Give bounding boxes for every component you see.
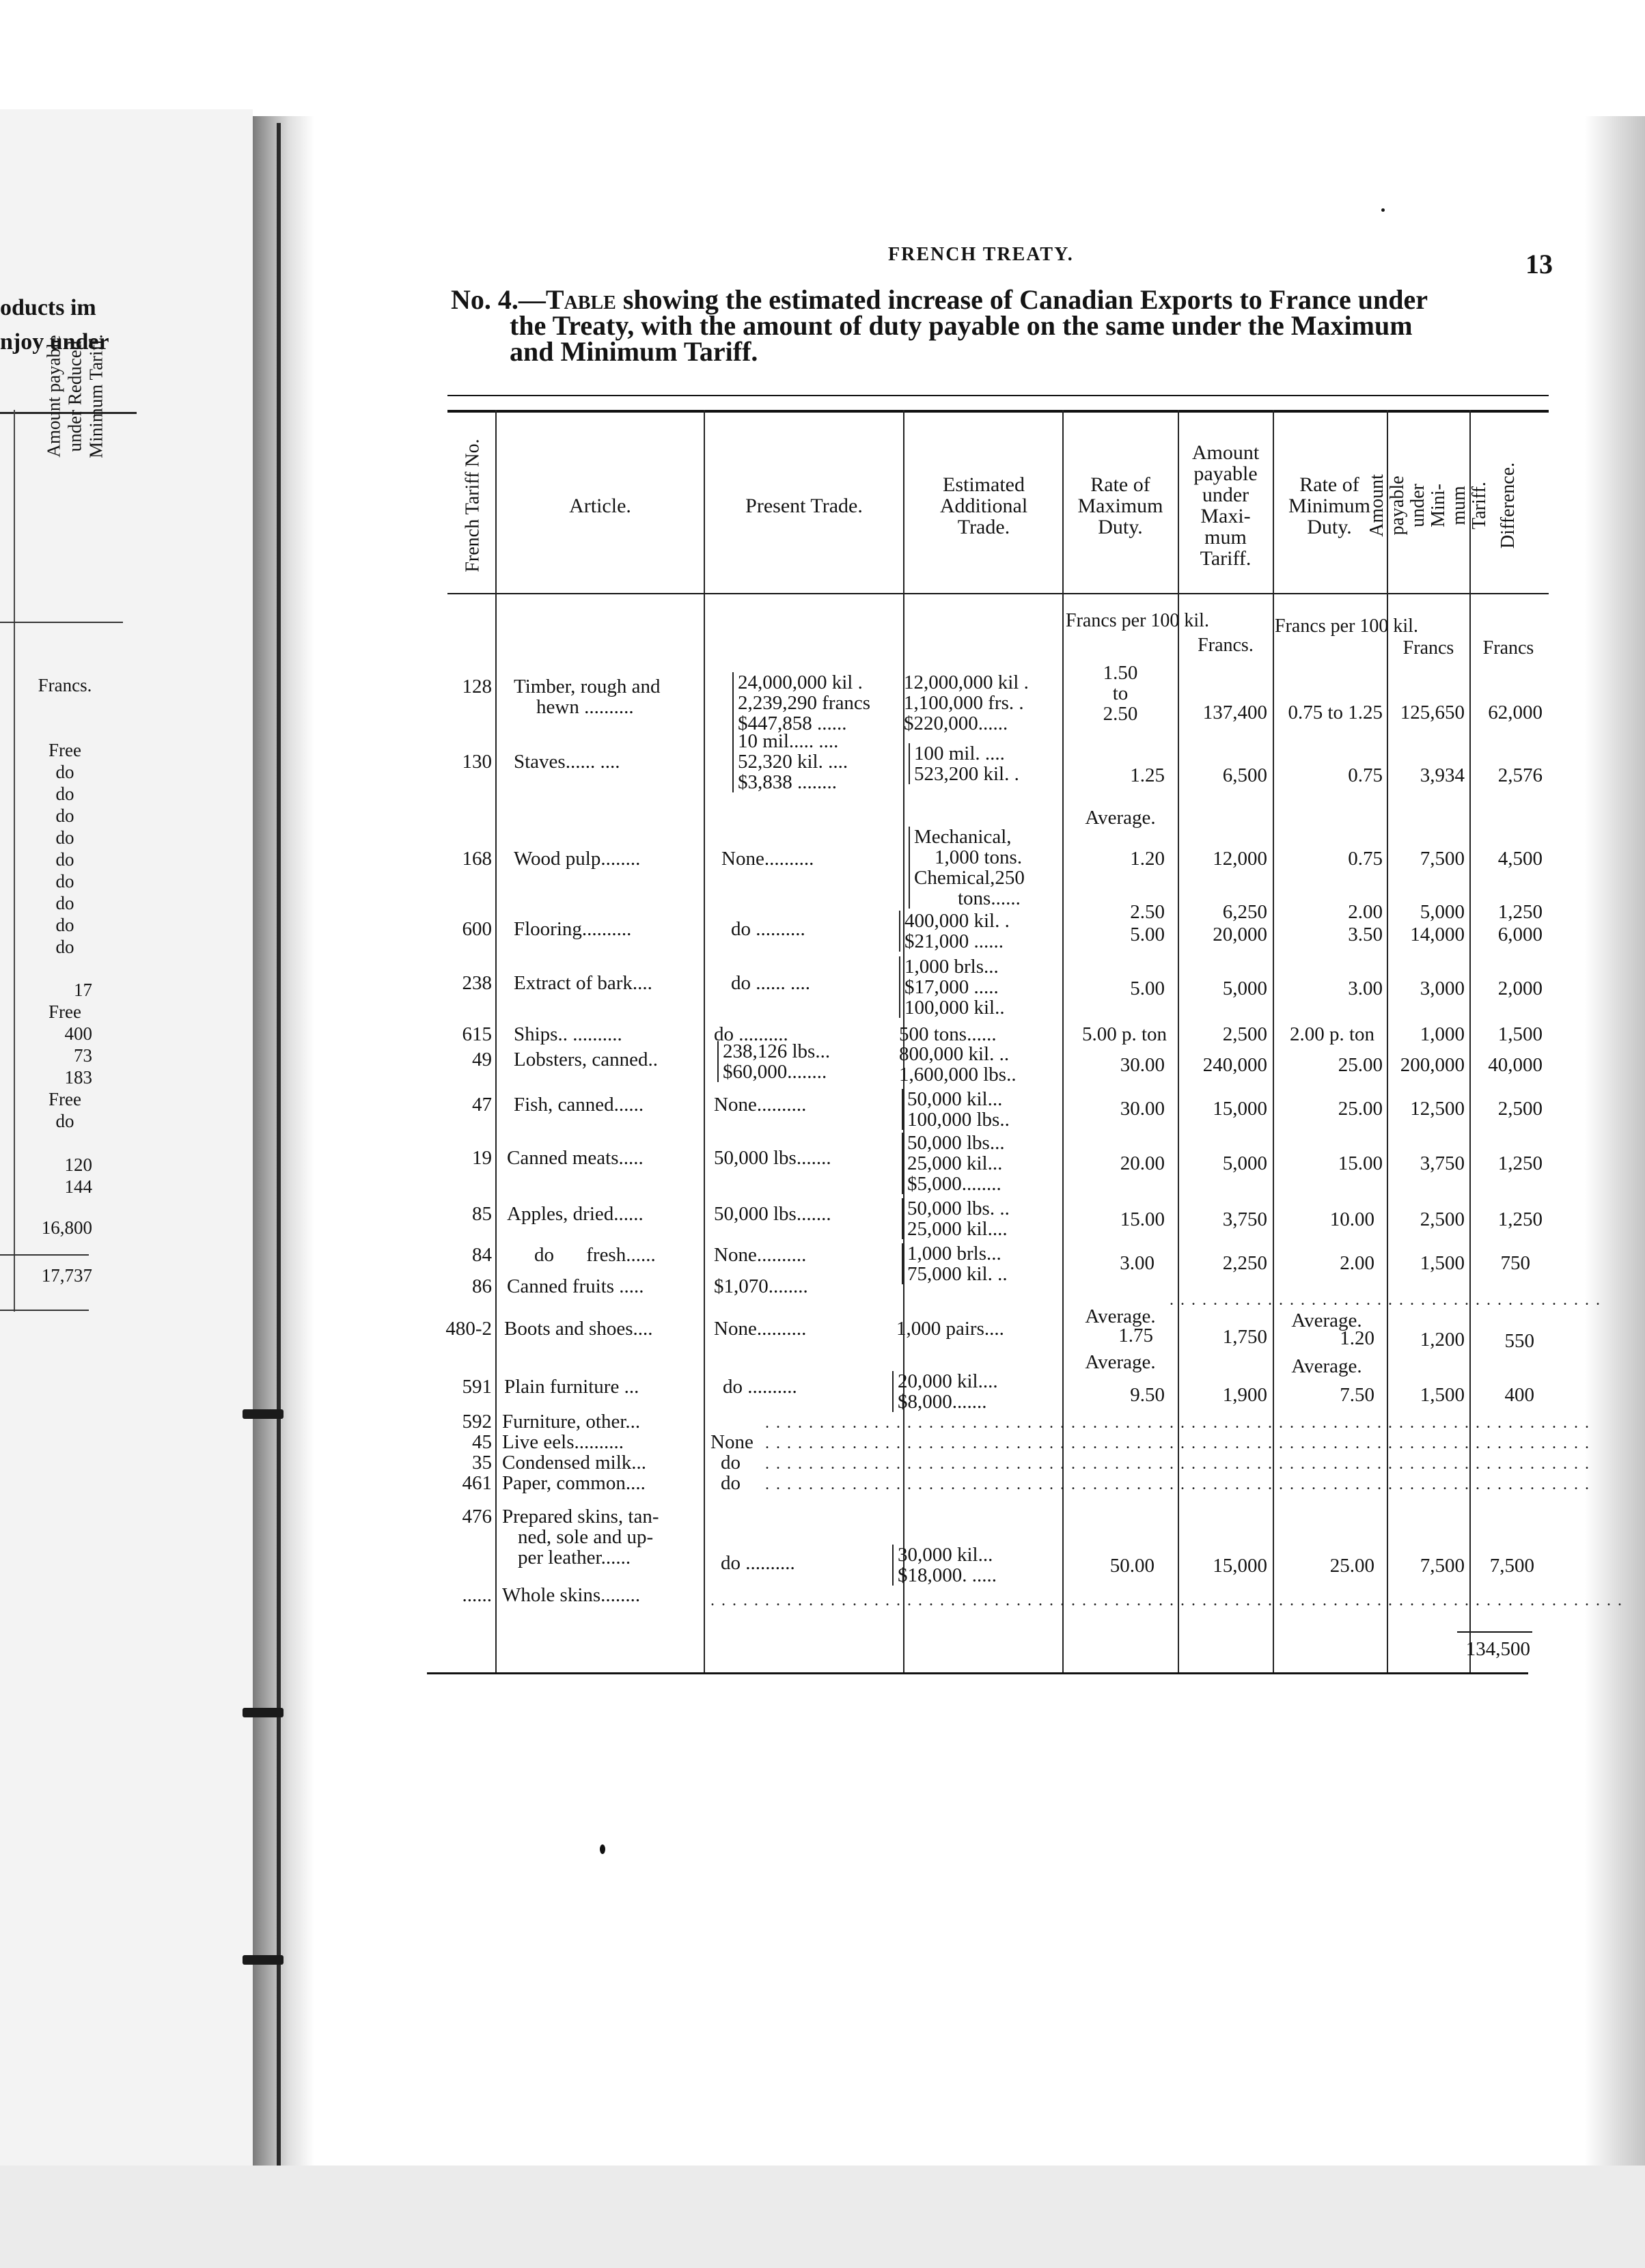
column-header-min-amount: Amount payable under Mini-mum Tariff. <box>1366 474 1490 537</box>
column-header-estimated: Estimated Additional Trade. <box>939 473 1028 538</box>
column-divider <box>704 410 705 1672</box>
total-difference: 134,500 <box>1465 1638 1530 1660</box>
binding-stitch <box>243 1955 284 1965</box>
unit-min-amount: Francs <box>1402 637 1454 659</box>
column-header-tariff-no: French Tariff No. <box>462 439 484 572</box>
column-divider <box>495 410 497 1672</box>
unit-max-amount: Francs. <box>1198 635 1254 656</box>
page-fold <box>277 123 281 2172</box>
left-page-column-header: Amount payable under Reduced Minimum Tariff. <box>43 334 107 458</box>
page-number: 13 <box>1525 249 1553 279</box>
total-rule <box>1457 1631 1532 1633</box>
column-header-max-rate: Rate of Maximum Duty. <box>1077 473 1163 538</box>
leader-dots: . . . . . . . . . . . . . . . . . . . . . . . . . . . . . . . . . . . . . . . . . . . . . . . . . . . . . . . . . . . . . . . . . . . . . . . . . . . . <box>765 1414 1590 1432</box>
column-header-min-rate: Rate of Minimum Duty. <box>1288 473 1370 538</box>
left-page-rule <box>0 622 123 623</box>
table-caption: No. 4.—Table showing the estimated increase of Canadian Exports to France under the Treaty, with the amount of duty payable on the same under the Maximum and Minimum Tariff. <box>451 284 1428 367</box>
scan-margin <box>0 2166 1645 2268</box>
left-page-fragment: njoy under <box>0 329 109 355</box>
table-top-rule <box>447 410 1549 413</box>
running-head: FRENCH TREATY. <box>888 244 1074 265</box>
left-page-unit: Francs. <box>38 675 92 695</box>
binding-stitch <box>243 1409 284 1419</box>
page-edge-shadow <box>1585 116 1645 2166</box>
left-page-rule <box>0 1254 89 1256</box>
ink-speck <box>600 1844 605 1854</box>
leader-dots: . . . . . . . . . . . . . . . . . . . . . . . . . . . . . . . . . . . . . . . . . . . . . . . . . . . . . . . . . . . . . . . . . . . . . . . . . . . . <box>765 1476 1590 1493</box>
column-header-present-trade: Present Trade. <box>745 494 863 517</box>
column-header-max-amount: Amount payable under Maxi-mum Tariff. <box>1191 441 1260 570</box>
ink-speck <box>1381 208 1385 212</box>
unit-max-rate: Francs per 100 kil. <box>1066 610 1209 631</box>
leader-dots: . . . . . . . . . . . . . . . . . . . . . . . . . . . . . . . . . . . . . . . . <box>1170 1291 1601 1309</box>
unit-min-rate: Francs per 100 kil. <box>1275 616 1418 637</box>
table-bottom-rule <box>427 1672 1528 1674</box>
column-header-article: Article. <box>569 494 631 517</box>
leader-dots: . . . . . . . . . . . . . . . . . . . . . . . . . . . . . . . . . . . . . . . . . . . . . . . . . . . . . . . . . . . . . . . . . . . . . . . . . . . . <box>765 1435 1590 1452</box>
left-page-fragment: oducts im <box>0 295 96 320</box>
book-gutter <box>253 116 314 2179</box>
left-page-rule <box>0 1310 89 1311</box>
leader-dots: . . . . . . . . . . . . . . . . . . . . . . . . . . . . . . . . . . . . . . . . . . . . . . . . . . . . . . . . . . . . . . . . . . . . . . . . . . . . . . . . . . . . <box>710 1592 1623 1609</box>
unit-difference: Francs <box>1482 637 1534 659</box>
table-top-rule <box>447 395 1549 396</box>
column-header-difference: Difference. <box>1497 462 1519 549</box>
leader-dots: . . . . . . . . . . . . . . . . . . . . . . . . . . . . . . . . . . . . . . . . . . . . . . . . . . . . . . . . . . . . . . . . . . . . . . . . . . . . <box>765 1455 1590 1473</box>
binding-stitch <box>243 1708 284 1717</box>
